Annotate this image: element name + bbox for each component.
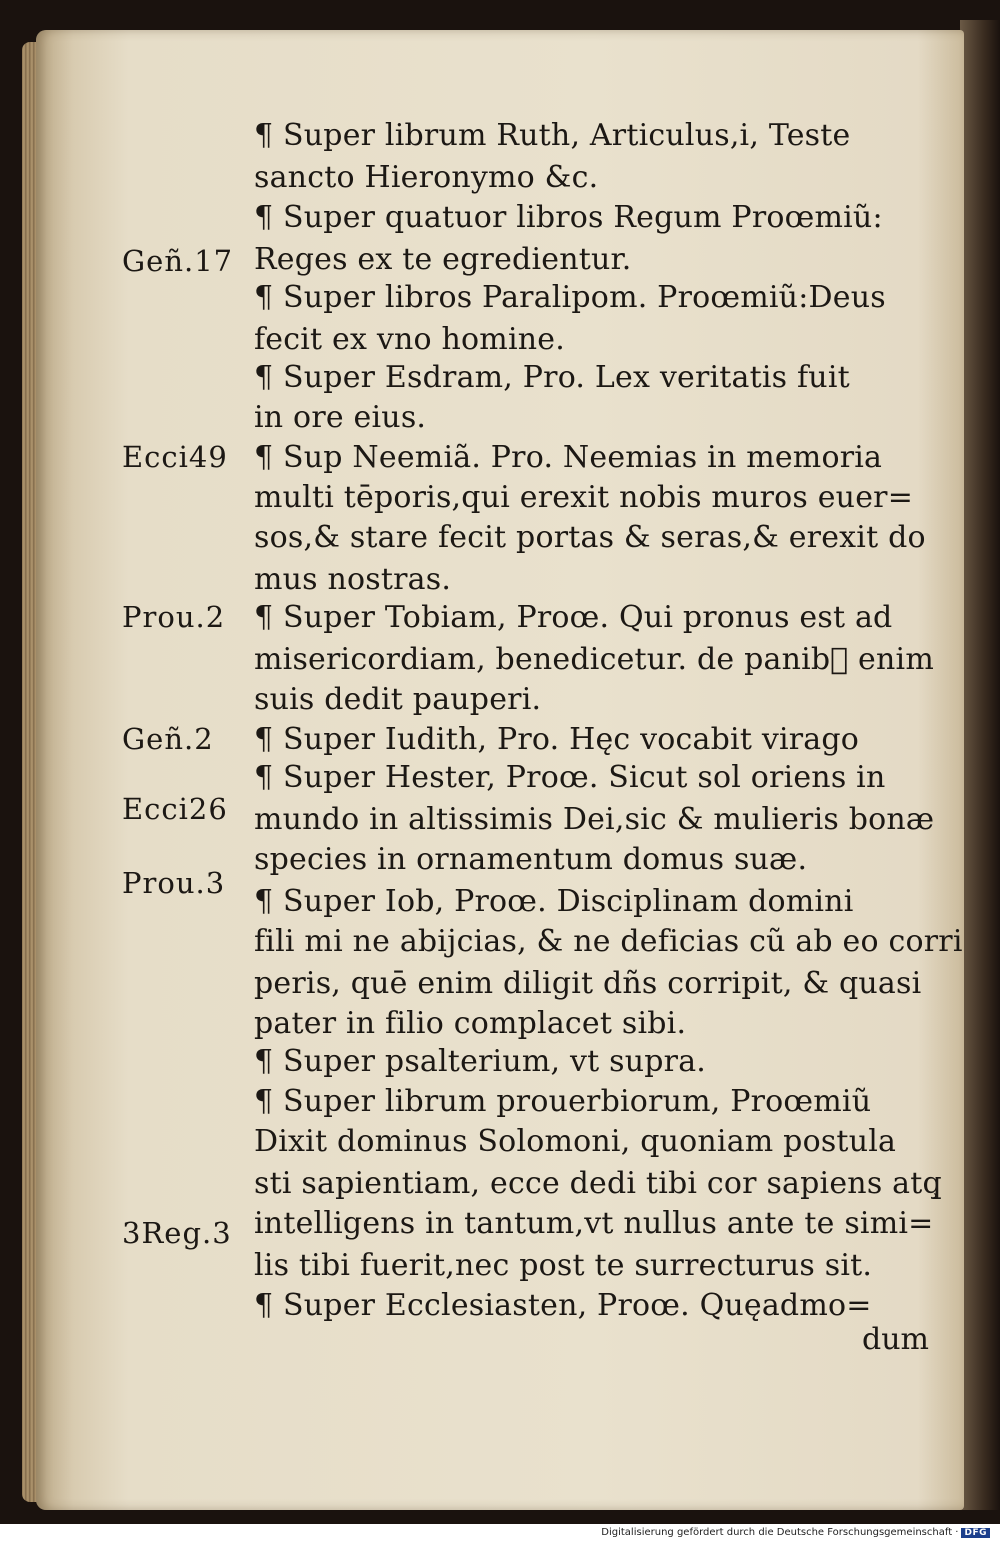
footer-text: Digitalisierung gefördert durch die Deutsche Forschungsgemeinschaft ·: [601, 1527, 959, 1538]
text-line: ¶ Super Iob, Proœ. Disciplinam domini: [254, 884, 854, 919]
text-line: mundo in altissimis Dei,sic & mulieris bonæ: [254, 802, 935, 837]
text-line: in ore eius.: [254, 400, 427, 435]
text-line: misericordiam, benedicetur. de panib᷒ enim: [254, 642, 934, 677]
margin-note: Ecci26: [122, 792, 228, 826]
text-line: suis dedit pauperi.: [254, 682, 542, 717]
margin-note: Geñ.2: [122, 722, 214, 756]
margin-note: Geñ.17: [122, 244, 234, 278]
text-line: ¶ Super Tobiam, Proœ. Qui pronus est ad: [254, 600, 893, 635]
text-line: Reges ex te egredientur.: [254, 242, 632, 277]
text-line: ¶ Sup Neemiã. Pro. Neemias in memoria: [254, 440, 883, 475]
text-line: ¶ Super librum prouerbiorum, Proœmiũ: [254, 1084, 872, 1119]
text-line: peris, quē enim diligit dñs corripit, & quasi: [254, 966, 922, 1001]
margin-note: Ecci49: [122, 440, 228, 474]
dfg-logo: DFG: [961, 1528, 990, 1538]
margin-note: Prou.2: [122, 600, 226, 634]
catchword: dum: [862, 1322, 929, 1357]
text-line: ¶ Super librum Ruth, Articulus,i, Teste: [254, 118, 851, 153]
text-line: pater in filio complacet sibi.: [254, 1006, 687, 1041]
digitization-footer: [601, 1527, 990, 1538]
text-line: fecit ex vno homine.: [254, 322, 565, 357]
text-line: multi tēporis,qui erexit nobis muros euer=: [254, 480, 914, 515]
text-line: mus nostras.: [254, 562, 452, 597]
margin-note: Prou.3: [122, 866, 226, 900]
text-line: intelligens in tantum,vt nullus ante te simi=: [254, 1206, 934, 1241]
text-line: ¶ Super Iudith, Pro. Hęc vocabit virago: [254, 722, 860, 757]
book-right-edge: [960, 20, 1000, 1510]
text-line: species in ornamentum domus suæ.: [254, 842, 808, 877]
text-line: sancto Hieronymo &c.: [254, 160, 599, 195]
text-line: lis tibi fuerit,nec post te surrecturus sit.: [254, 1248, 873, 1283]
text-line: ¶ Super libros Paralipom. Proœmiũ:Deus: [254, 280, 886, 315]
text-line: sos,& stare fecit portas & seras,& erexit do: [254, 520, 926, 555]
text-line: Dixit dominus Solomoni, quoniam postula: [254, 1124, 897, 1159]
text-line: sti sapientiam, ecce dedi tibi cor sapiens atq̧: [254, 1166, 942, 1201]
text-line: fili mi ne abijcias, & ne deficias cũ ab eo corri: [254, 924, 963, 959]
margin-note: 3Reg.3: [122, 1216, 232, 1250]
text-line: ¶ Super Hester, Proœ. Sicut sol oriens in: [254, 760, 886, 795]
text-line: ¶ Super quatuor libros Regum Proœmiũ:: [254, 200, 883, 235]
text-line: ¶ Super Esdram, Pro. Lex veritatis fuit: [254, 360, 850, 395]
text-line: ¶ Super psalterium, vt supra.: [254, 1044, 707, 1079]
text-line: ¶ Super Ecclesiasten, Proœ. Quęadmo=: [254, 1288, 872, 1323]
